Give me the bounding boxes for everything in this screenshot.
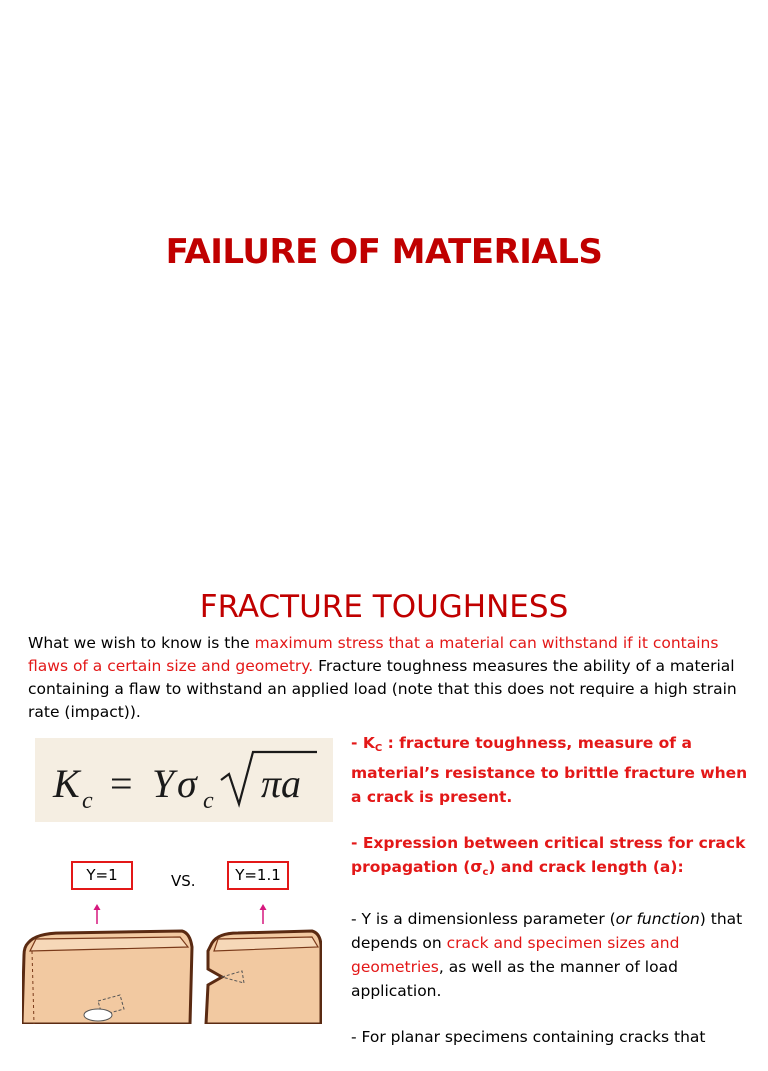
bullet-kc-sub: C bbox=[374, 743, 383, 754]
slide1-title: FAILURE OF MATERIALS bbox=[165, 232, 603, 272]
load-arrow-right-icon bbox=[258, 903, 268, 925]
intro-text-red: maximum stress that a material can withstand if it contains flaws of a certain size and geometry. bbox=[28, 634, 719, 675]
bullet-planar: - For planar specimens containing cracks that bbox=[351, 1028, 706, 1046]
load-arrow-left-icon bbox=[92, 903, 102, 925]
intro-text-1: What we wish to know is the bbox=[28, 634, 255, 652]
bullet-expression-sub: c bbox=[482, 867, 489, 878]
formula-graphic bbox=[35, 738, 333, 822]
bullet-kc-text: : fracture toughness, measure of a material’s resistance to brittle fracture when a crack is present. bbox=[351, 734, 748, 806]
y2-label-box: Y=1.1 bbox=[227, 861, 289, 890]
formula-k: K bbox=[53, 761, 80, 806]
bullet-expression-text1: - Expression between critical stress for crack propagation (σ bbox=[351, 834, 746, 876]
bullet-kc-definition bbox=[351, 731, 751, 809]
formula-sigma-sub: c bbox=[203, 788, 214, 814]
y1-label-box: Y=1 bbox=[71, 861, 133, 890]
bullet-y-red: crack and specimen sizes and geometries bbox=[351, 934, 680, 976]
formula-equals: = bbox=[110, 761, 133, 806]
specimen-center-crack bbox=[22, 931, 192, 1024]
formula-sigma: σ bbox=[177, 761, 197, 806]
bullet-y-italic: or function bbox=[615, 910, 700, 928]
bullet-kc-prefix: - K bbox=[351, 734, 375, 752]
formula-k-sub: c bbox=[82, 788, 93, 814]
slide2-title: FRACTURE TOUGHNESS bbox=[199, 589, 569, 625]
bullet-y-text2: ) that depends on bbox=[351, 910, 743, 952]
bullet-black-group bbox=[351, 907, 751, 1049]
intro-text-3: Fracture toughness measures the ability of a material containing a flaw to withstand an applied load (note that this does not require a high strain rate (impact)). bbox=[28, 657, 737, 721]
bullet-expression-text2: ) and crack length (a): bbox=[488, 858, 684, 876]
cracked-specimens-illustration bbox=[22, 925, 322, 1024]
formula-radicand: πa bbox=[261, 761, 302, 806]
intro-paragraph bbox=[28, 632, 748, 724]
specimen-edge-crack bbox=[206, 931, 321, 1024]
bullet-y-parameter bbox=[351, 907, 751, 1003]
formula-y: Y bbox=[152, 761, 175, 806]
bullet-y-text1: - Y is a dimensionless parameter ( bbox=[351, 910, 616, 928]
vs-label: VS. bbox=[171, 872, 196, 890]
formula-box bbox=[35, 738, 333, 822]
bullet-y-text3: , as well as the manner of load application. bbox=[351, 958, 678, 1000]
bullet-list bbox=[351, 731, 751, 1071]
bullet-expression bbox=[351, 831, 751, 885]
